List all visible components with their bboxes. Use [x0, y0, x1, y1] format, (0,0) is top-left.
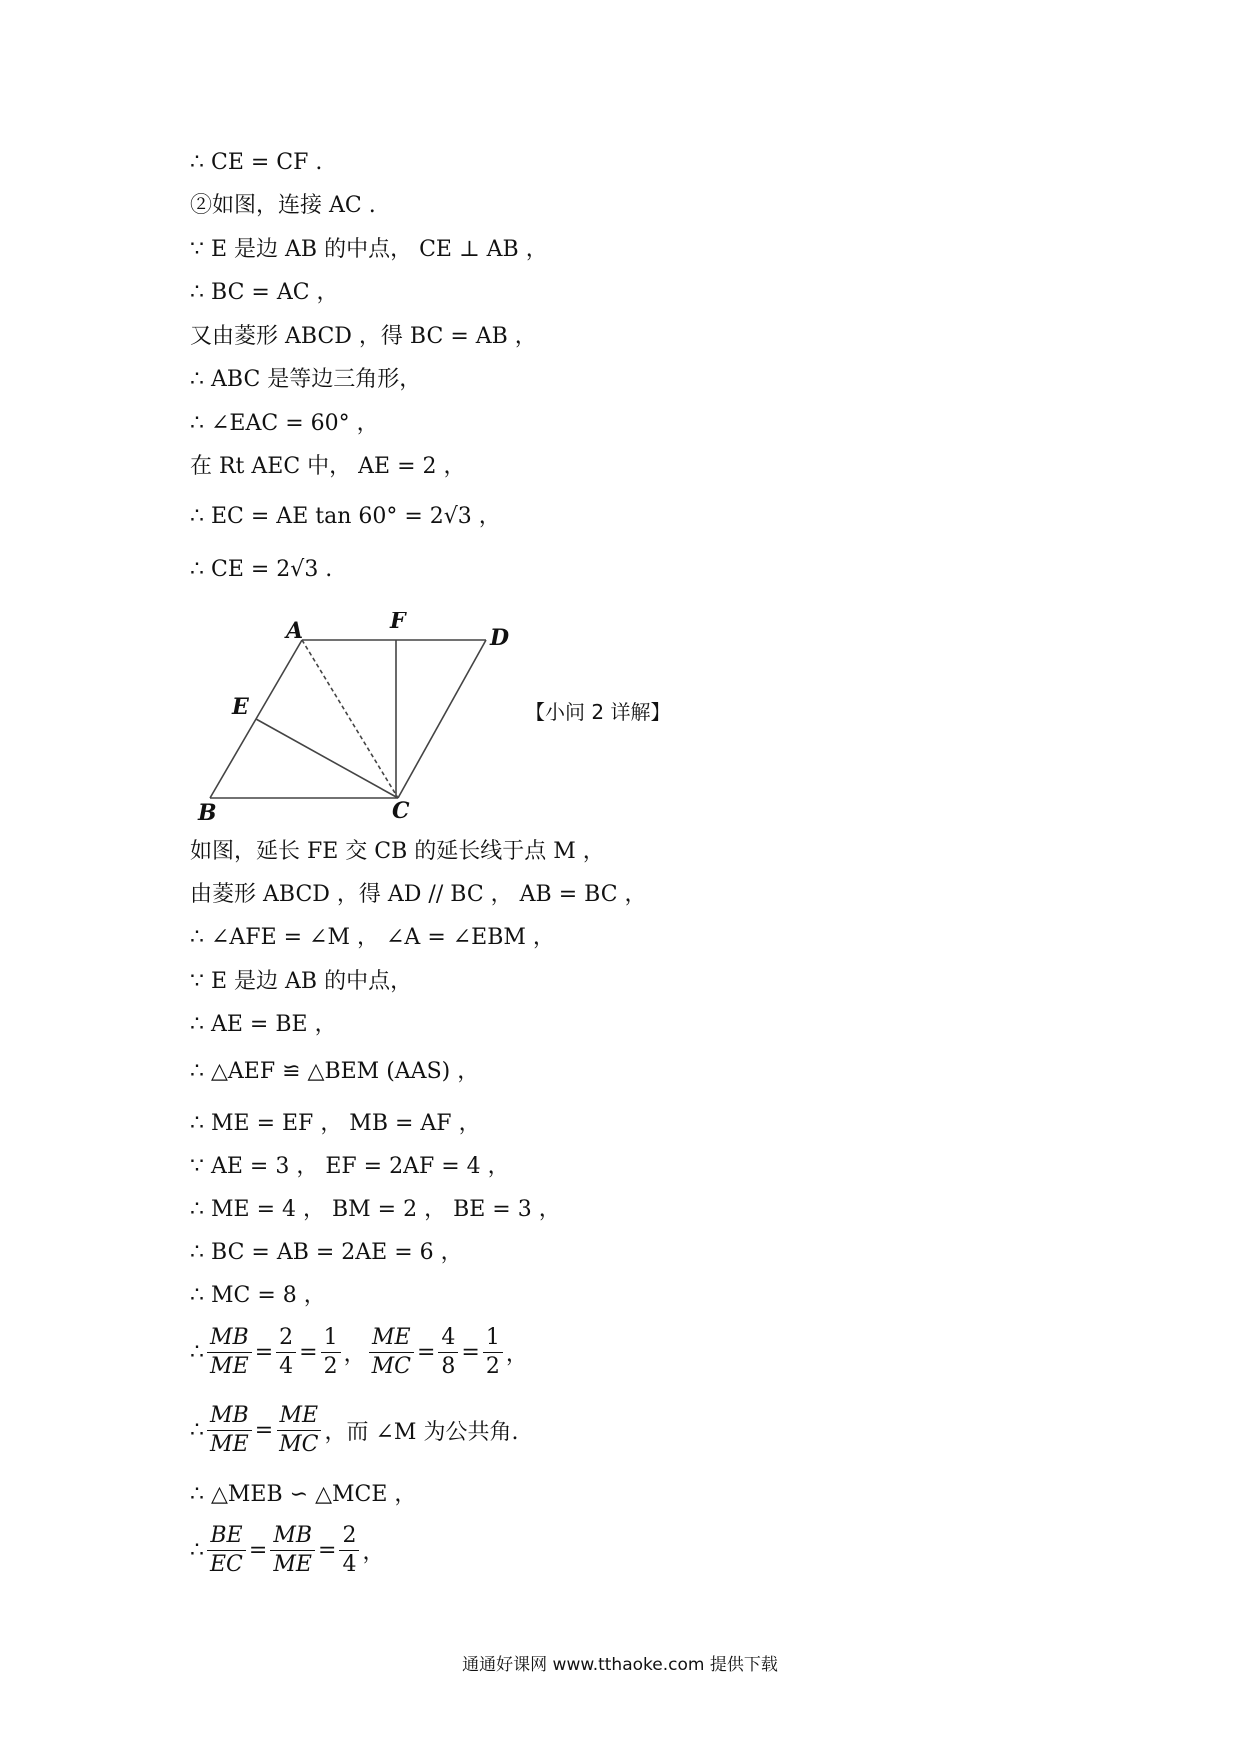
fraction: $\frac{ME}{MC}$	[276, 1402, 321, 1459]
equals-sign: =	[299, 1339, 318, 1365]
fraction: $\frac{MB}{ME}$	[270, 1522, 315, 1579]
equals-sign: =	[416, 1339, 436, 1365]
text-line: 如图，延长 FE 交 CB 的延长线于点 M ，	[190, 839, 605, 864]
separator: ，	[505, 1341, 528, 1367]
text-line: 又由菱形 ABCD ，得 BC = AB ，	[190, 324, 537, 349]
therefore-symbol: ∴	[190, 1339, 204, 1365]
separator: ，	[362, 1539, 385, 1565]
text-line: ∴ BC = AC ，	[190, 280, 339, 305]
rhombus-figure	[190, 612, 530, 832]
section-caption: 【小问 2 详解】	[525, 700, 671, 724]
text-line: ∴ EC = AE tan 60° = 2√3 ，	[190, 504, 501, 529]
equals-sign: =	[248, 1537, 268, 1563]
text-tail: ，而 ∠M 为公共角.	[324, 1419, 519, 1445]
fraction: $\frac{MB}{ME}$	[207, 1324, 252, 1381]
fraction: $\frac{1}{2}$	[321, 1324, 341, 1381]
text-line: ∵ E 是边 AB 的中点，	[190, 969, 413, 994]
fraction-line-4	[190, 1518, 385, 1582]
text-line: ∴ AE = BE ，	[190, 1012, 337, 1037]
label-b: B	[198, 800, 217, 826]
label-d: D	[490, 625, 510, 651]
therefore-symbol: ∴	[190, 1537, 204, 1563]
text-line: ∴ △AEF ≌ △BEM (AAS) ，	[190, 1059, 480, 1084]
label-e: E	[232, 694, 249, 720]
text-line: 在 Rt AEC 中， AE = 2 ，	[190, 454, 466, 479]
therefore-symbol: ∴	[190, 1417, 204, 1443]
fraction: $\frac{1}{2}$	[483, 1324, 503, 1381]
text-line: ∴ BC = AB = 2AE = 6 ，	[190, 1240, 463, 1265]
fraction-line-1	[190, 1320, 528, 1384]
equals-sign: =	[318, 1537, 337, 1563]
edge-dc	[398, 640, 486, 798]
text-line: ∴ ME = EF ， MB = AF ，	[190, 1111, 481, 1136]
text-line: ∵ E 是边 AB 的中点， CE ⊥ AB ，	[190, 237, 548, 262]
segment-ec	[256, 719, 398, 798]
fraction: $\frac{MB}{ME}$	[207, 1402, 252, 1459]
fraction: $\frac{ME}{MC}$	[369, 1324, 414, 1381]
equals-sign: =	[461, 1339, 480, 1365]
text-line: ∴ CE = 2√3 .	[190, 557, 333, 582]
text-line: ②如图，连接 AC .	[190, 193, 376, 218]
equals-sign: =	[254, 1417, 274, 1443]
equals-sign: =	[254, 1339, 274, 1365]
rhombus-diagram	[190, 612, 530, 832]
fraction: $\frac{4}{8}$	[438, 1324, 458, 1381]
page-footer: 通通好课网 www.tthaoke.com 提供下载	[462, 1655, 778, 1675]
text-line: ∵ AE = 3 ， EF = 2AF = 4 ，	[190, 1154, 510, 1179]
fraction: $\frac{BE}{EC}$	[207, 1522, 246, 1579]
dashed-ac	[302, 640, 398, 798]
text-line: ∴ △MEB ∽ △MCE ，	[190, 1482, 417, 1507]
fraction: $\frac{2}{4}$	[276, 1324, 296, 1381]
fraction-line-2	[190, 1398, 518, 1462]
label-f: F	[390, 612, 406, 634]
text-line: ∴ ME = 4 ， BM = 2 ， BE = 3 ，	[190, 1197, 561, 1222]
text-line: ∴ ∠EAC = 60° ，	[190, 411, 379, 436]
fraction: $\frac{2}{4}$	[339, 1522, 359, 1579]
text-line: 由菱形 ABCD ，得 AD // BC ， AB = BC ，	[190, 882, 647, 907]
label-c: C	[392, 798, 410, 824]
text-line: ∴ MC = 8 ，	[190, 1283, 326, 1308]
label-a: A	[286, 618, 304, 644]
text-line: ∴ ∠AFE = ∠M ， ∠A = ∠EBM ，	[190, 925, 555, 950]
separator: ，	[343, 1341, 366, 1367]
text-line: ∴ CE = CF .	[190, 150, 323, 175]
text-line: ∴ ABC 是等边三角形，	[190, 367, 422, 392]
